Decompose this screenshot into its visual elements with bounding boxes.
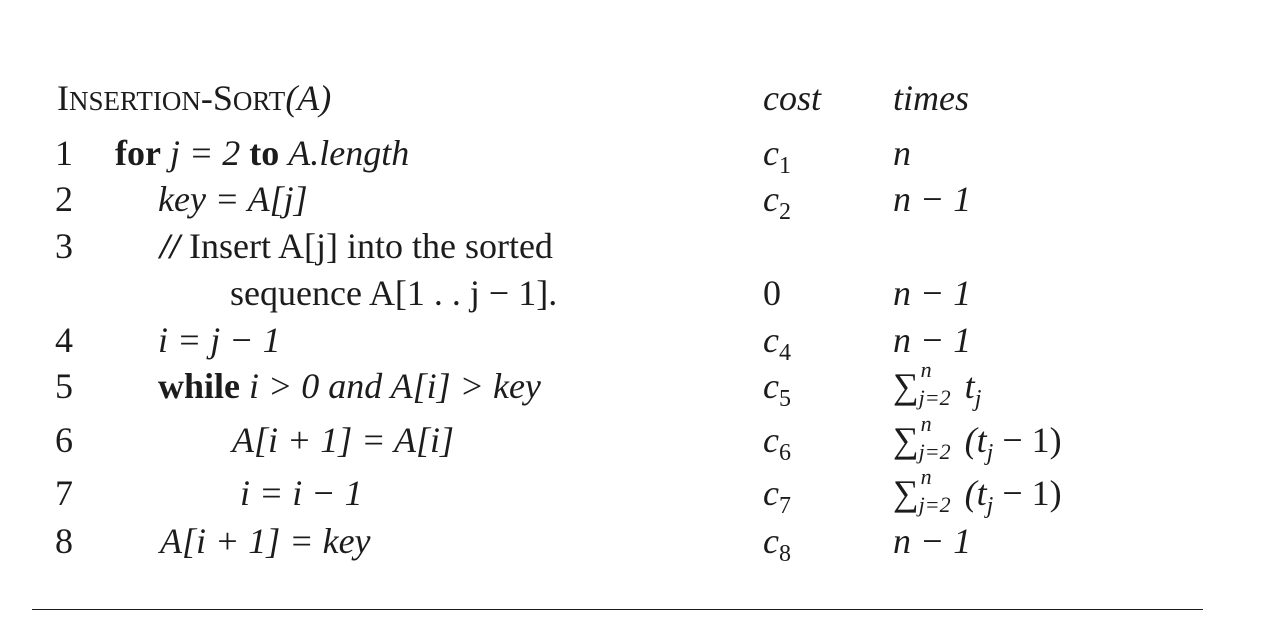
code-text	[240, 471, 363, 515]
cost-header: cost	[763, 78, 821, 118]
times-value: n	[893, 133, 911, 173]
summation-sign: ∑	[893, 420, 919, 460]
code-text	[160, 519, 371, 563]
statement: i = j − 1	[158, 320, 281, 360]
code-text	[115, 131, 409, 175]
times-value: n − 1	[893, 521, 972, 561]
cost-subscript: 7	[778, 493, 791, 519]
code-line-4	[0, 318, 1276, 366]
cost-cell: 0	[763, 273, 781, 313]
cost-subscript: 5	[778, 386, 791, 412]
times-value: n − 1	[893, 320, 972, 360]
title-argument: (A)	[285, 78, 332, 118]
cost-symbol: c	[763, 179, 779, 219]
sum-upper: n	[920, 464, 932, 489]
times-value: n − 1	[893, 273, 972, 313]
cost-cell	[763, 471, 791, 519]
comment-line-2: sequence A[1 . . j − 1].	[230, 273, 558, 313]
times-cell	[893, 411, 1062, 466]
sum-body: (t	[964, 420, 987, 460]
summation-sign: ∑	[893, 473, 919, 513]
statement: i = i − 1	[240, 473, 363, 513]
times-cell	[893, 357, 982, 412]
times-cell	[893, 131, 911, 175]
times-cell	[893, 464, 1062, 519]
title-initial-1: I	[57, 78, 69, 118]
code-line-3	[0, 224, 1276, 268]
statement: key = A[j]	[158, 179, 308, 219]
code-line-1	[0, 131, 1276, 179]
cost-subscript: 1	[778, 153, 791, 179]
cost-symbol: c	[763, 320, 779, 360]
sum-lower: j=2	[918, 385, 951, 410]
sum-tail: − 1)	[993, 473, 1062, 513]
cost-cell	[763, 364, 791, 412]
title-rest-2: ORT	[232, 86, 286, 116]
statement: A[i + 1] = key	[160, 521, 371, 561]
sum-body: (t	[964, 473, 987, 513]
cost-symbol: c	[763, 473, 779, 513]
sum-tail: − 1)	[993, 420, 1062, 460]
code-text	[232, 418, 454, 462]
code-text	[158, 318, 281, 362]
times-value: n − 1	[893, 179, 972, 219]
code-line-8	[0, 519, 1276, 567]
times-cell	[893, 519, 971, 563]
sum-upper: n	[920, 357, 932, 382]
code-text	[158, 364, 541, 408]
cost-cell	[763, 131, 791, 179]
line-number: 1	[55, 133, 73, 173]
loop-bound: A.length	[288, 133, 410, 173]
sum-lower: j=2	[918, 492, 951, 517]
statement: A[i + 1] = A[i]	[232, 420, 454, 460]
keyword-while: while	[158, 366, 241, 406]
code-line-7	[0, 464, 1276, 519]
cost-symbol: c	[763, 521, 779, 561]
line-number: 7	[55, 473, 73, 513]
line-number: 3	[55, 226, 73, 266]
loop-range: j = 2	[169, 133, 241, 173]
cost-subscript: 6	[778, 440, 791, 466]
cost-cell	[763, 418, 791, 466]
code-text	[158, 177, 308, 221]
times-cell	[893, 318, 971, 362]
procedure-title	[57, 76, 331, 123]
keyword-to: to	[249, 133, 280, 173]
line-number: 5	[55, 366, 73, 406]
sum-lower: j=2	[918, 439, 951, 464]
comment-marker: //	[160, 226, 181, 266]
line-number: 8	[55, 521, 73, 561]
loop-condition: i > 0 and A[i] > key	[249, 366, 541, 406]
times-header: times	[893, 78, 969, 118]
code-line-2	[0, 177, 1276, 225]
comment-text	[160, 224, 553, 268]
line-number: 6	[55, 420, 73, 460]
cost-symbol: c	[763, 133, 779, 173]
bottom-rule	[32, 609, 1203, 610]
sum-body-subscript: j	[986, 493, 994, 519]
cost-symbol: c	[763, 366, 779, 406]
keyword-for: for	[115, 133, 161, 173]
title-dash: -	[200, 78, 213, 118]
cost-cell	[763, 519, 791, 567]
sum-body: t	[964, 366, 975, 406]
cost-subscript: 4	[778, 340, 791, 366]
code-line-6	[0, 411, 1276, 466]
times-cell	[893, 271, 971, 315]
cost-subscript: 2	[778, 199, 791, 225]
summation-sign: ∑	[893, 366, 919, 406]
code-line-3-cont	[0, 271, 1276, 315]
sum-body-subscript: j	[974, 386, 982, 412]
comment-line-1: Insert A[j] into the sorted	[189, 226, 553, 266]
line-number: 4	[55, 320, 73, 360]
sum-body-subscript: j	[986, 440, 994, 466]
cost-symbol: c	[763, 420, 779, 460]
cost-cell	[763, 177, 791, 225]
sum-upper: n	[920, 411, 932, 436]
cost-subscript: 8	[778, 541, 791, 567]
times-cell	[893, 177, 971, 221]
cost-cell	[763, 318, 791, 366]
code-line-5	[0, 357, 1276, 412]
title-initial-2: S	[212, 78, 233, 118]
line-number: 2	[55, 179, 73, 219]
title-rest-1: NSERTION	[69, 86, 201, 116]
